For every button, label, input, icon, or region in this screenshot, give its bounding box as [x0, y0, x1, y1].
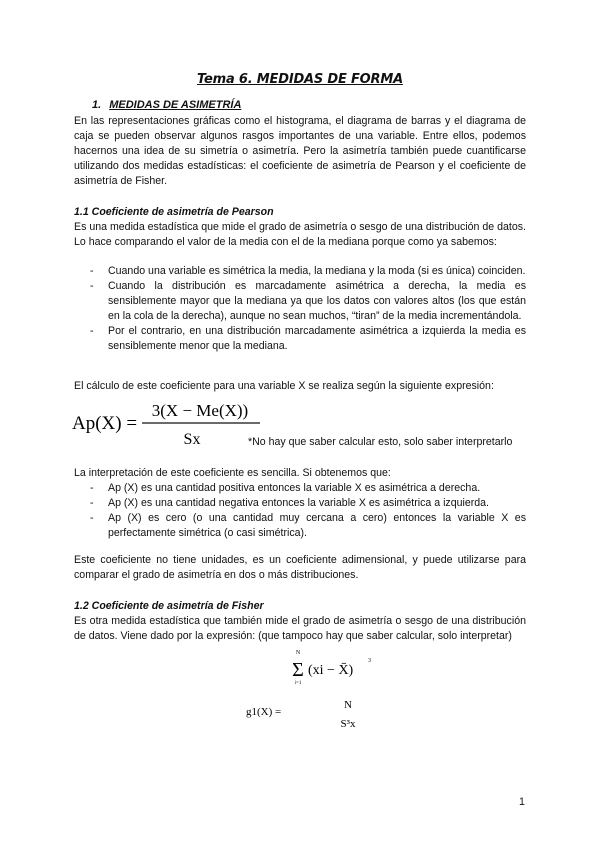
section-intro: En las representaciones gráficas como el histograma, el diagrama de barras y el diagrama de caja se pueden observar algunos rasgos importantes de una variable. Entre ellos, podemos hacernos una idea de su simetría o asimetría. Pero la asimetría también puede cuantificarse utilizando dos medidas estadísticas: el coeficiente de asimetría de Pearson y el coeficiente de asimetría de Fisher.: [74, 115, 526, 187]
section-number: 1.: [92, 99, 102, 111]
section-title: MEDIDAS DE ASIMETRÍA: [109, 99, 242, 111]
formula-lhs: Ap(X) =: [72, 413, 138, 434]
sum-term: (xi − X̄): [308, 663, 354, 678]
list-item: - Ap (X) es una cantidad negativa entonces la variable X es asimétrica a izquierda.: [90, 497, 490, 509]
pearson-intro: Es una medida estadística que mide el grado de asimetría o sesgo de una distribución de datos. Lo hace comparando el valor de la media con el de la mediana porque como ya sabemos:: [74, 221, 526, 248]
pearson-bullet-list: [74, 264, 526, 354]
denominator-n: N: [344, 699, 352, 711]
sum-upper-limit: N: [295, 650, 301, 656]
pearson-formula: [72, 396, 262, 450]
fisher-heading: 1.2 Coeficiente de asimetría de Fisher: [74, 600, 264, 612]
list-item: - Por el contrario, en una distribución marcadamente asimétrica a izquierda la media es sensiblemente menor que la mediana.: [90, 325, 526, 352]
interp-text: La interpretación de este coeficiente es sencilla. Si obtenemos que:: [74, 467, 391, 479]
page-title: Tema 6. MEDIDAS DE FORMA: [197, 72, 403, 87]
list-item: - Cuando una variable es simétrica la media, la mediana y la moda (si es única) coinciden.: [90, 265, 526, 277]
list-item: - Cuando la distribución es marcadamente asimétrica a derecha, la media es sensiblemente mayor que la mediana ya que los datos con valores altos (los que están en la cola de la derecha), aunque no sean muchos, “tiran” de la media incrementándola.: [90, 280, 526, 322]
list-item: - Ap (X) es cero (o una cantidad muy cercana a cero) entonces la variable X es perfectamente simétrica (o casi simétrica).: [90, 512, 526, 539]
formula-denominator: Sx: [183, 431, 201, 448]
formula-numerator: 3(X − Me(X)): [151, 401, 249, 420]
interp-bullet-list: [74, 481, 526, 541]
note-text: *No hay que saber calcular esto, solo saber interpretarlo: [248, 436, 513, 448]
term-exponent: 3: [368, 658, 371, 664]
list-item: - Ap (X) es una cantidad positiva entonces la variable X es asimétrica a derecha.: [90, 482, 481, 494]
formula-lhs: g1(X) =: [246, 706, 282, 718]
calc-text: El cálculo de este coeficiente para una variable X se realiza según la siguiente expresión:: [74, 380, 494, 392]
pearson-heading: 1.1 Coeficiente de asimetría de Pearson: [74, 206, 274, 218]
section-heading: [92, 99, 241, 111]
denominator-s: S³x: [340, 718, 356, 730]
fisher-formula: [246, 648, 376, 736]
page-number: 1: [519, 796, 525, 808]
svg-text:Σ: Σ: [292, 659, 304, 681]
pearson-closing: Este coeficiente no tiene unidades, es un coeficiente adimensional, y puede utilizarse para comparar el grado de asimetría en dos o más distribuciones.: [74, 554, 526, 581]
sum-lower-limit: i=1: [294, 681, 302, 686]
fisher-intro: Es otra medida estadística que también mide el grado de asimetría o sesgo de una distribución de datos. Viene dado por la expresión: (que tampoco hay que saber calcular, solo interpretar): [74, 615, 526, 642]
